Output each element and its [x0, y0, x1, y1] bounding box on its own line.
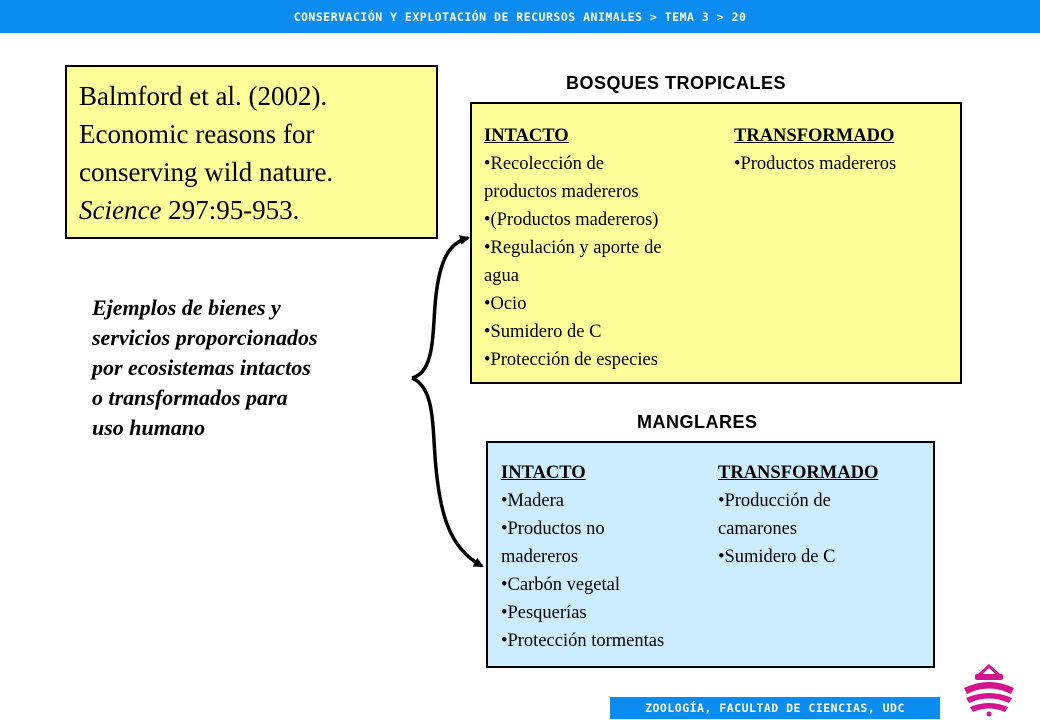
manglares-intacto-item: madereros: [501, 547, 579, 567]
manglares-intacto-item: •Protección tormentas: [501, 631, 665, 651]
reference-line-2: Economic reasons for: [79, 119, 315, 149]
udc-logo-icon: [956, 658, 1022, 718]
footer-bar: [610, 697, 940, 719]
reference-line-3: conserving wild nature.: [79, 157, 334, 187]
manglares-transformado-item: camarones: [718, 519, 798, 539]
manglares-transformado-header: TRANSFORMADO: [718, 463, 879, 483]
manglares-intacto-header: INTACTO: [501, 463, 586, 483]
bosques-intacto-item: •Regulación y aporte de: [484, 238, 662, 258]
bosques-intacto-item: productos madereros: [484, 182, 639, 202]
manglares-transformado-item: •Sumidero de C: [718, 547, 836, 567]
bosques-transformado-header: TRANSFORMADO: [734, 126, 895, 146]
bosques-intacto-item: •Sumidero de C: [484, 322, 602, 342]
bosques-title: BOSQUES TROPICALES: [566, 73, 787, 93]
reference-journal: Science: [79, 195, 162, 225]
footer-text: ZOOLOGÍA, FACULTAD DE CIENCIAS, UDC: [645, 701, 905, 715]
bosques-intacto-header: INTACTO: [484, 126, 569, 146]
description-line: servicios proporcionados: [92, 325, 318, 350]
description-line: o transformados para: [92, 385, 288, 410]
description-line: por ecosistemas intactos: [92, 355, 311, 380]
bosques-intacto-item: •(Productos madereros): [484, 210, 659, 230]
curved-arrow-icon: [412, 378, 482, 566]
manglares-title: MANGLARES: [637, 412, 758, 432]
header-text: CONSERVACIÓN Y EXPLOTACIÓN DE RECURSOS ANIMALES > TEMA 3 > 20: [293, 9, 747, 24]
bosques-intacto-item: agua: [484, 266, 519, 286]
manglares-transformado-item: •Producción de: [718, 491, 831, 511]
bosques-transformado-item: •Productos madereros: [734, 154, 897, 174]
manglares-intacto-item: •Pesquerías: [501, 603, 587, 623]
manglares-intacto-item: •Productos no: [501, 519, 605, 539]
bosques-intacto-item: •Protección de especies: [484, 350, 658, 370]
description-line: uso humano: [92, 415, 206, 440]
curved-arrow-icon: [412, 238, 468, 378]
reference-pages: 297:95-953.: [161, 195, 300, 225]
manglares-intacto-item: •Madera: [501, 491, 564, 511]
reference-line-1: Balmford et al. (2002).: [79, 81, 328, 111]
bosques-intacto-item: •Ocio: [484, 294, 527, 314]
description-line: Ejemplos de bienes y: [92, 295, 281, 320]
manglares-intacto-item: •Carbón vegetal: [501, 575, 620, 595]
bosques-intacto-item: •Recolección de: [484, 154, 604, 174]
